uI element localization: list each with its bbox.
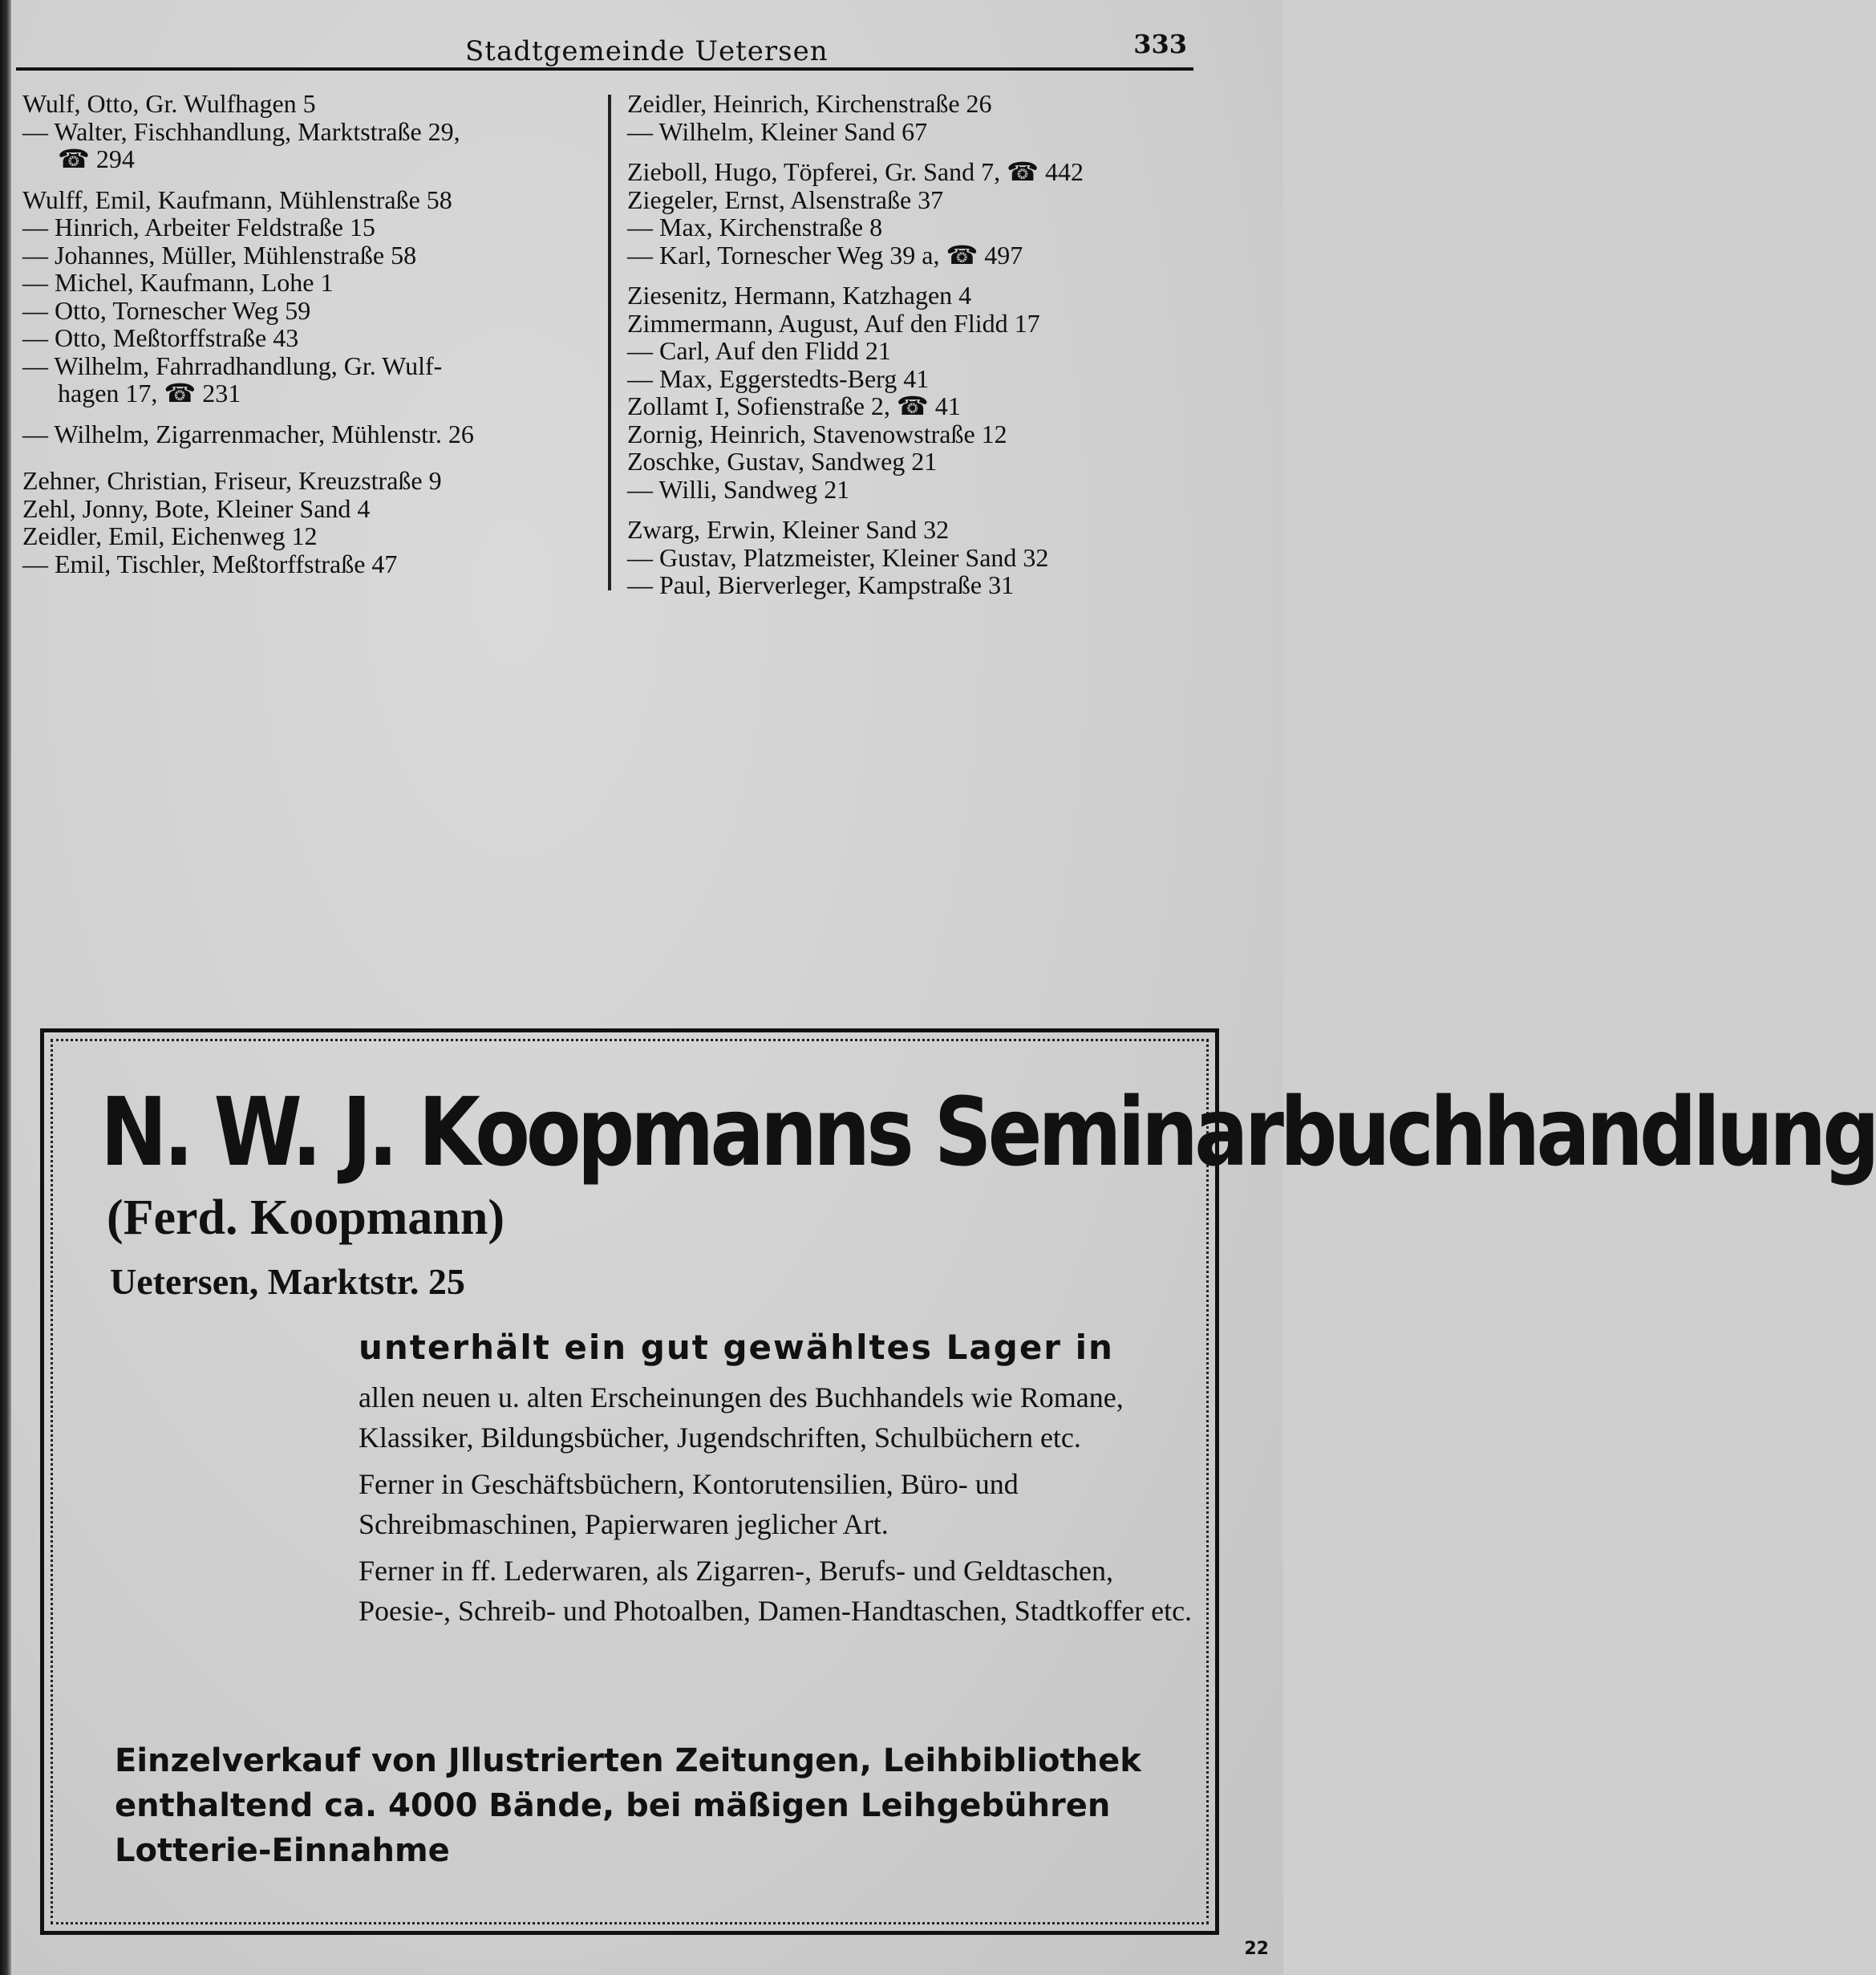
page-title: Stadtgemeinde Uetersen <box>465 35 829 67</box>
column-divider <box>608 95 611 590</box>
ad-footer-line: enthaltend ca. 4000 Bände, bei mäßigen Leihgebühren <box>115 1787 1111 1824</box>
directory-entry: Zehl, Jonny, Bote, Kleiner Sand 4 <box>22 493 371 523</box>
directory-entry: — Max, Eggerstedts-Berg 41 <box>627 363 930 393</box>
directory-entry: — Michel, Kaufmann, Lohe 1 <box>22 268 334 297</box>
directory-entry: — Otto, Tornescher Weg 59 <box>22 295 311 325</box>
advertisement-box <box>40 1028 1876 1935</box>
page-number: 333 <box>1133 29 1187 59</box>
ad-paragraph: allen neuen u. alten Erscheinungen des Buchhandels wie Romane, Klassiker, Bildungsbücher, Jugendschriften, Schulbüchern etc. <box>359 1381 1124 1454</box>
directory-entry: Zollamt I, Sofienstraße 2, ☎ 41 <box>627 391 961 420</box>
directory-entry: ☎ 294 <box>58 144 135 173</box>
directory-entry: — Wilhelm, Zigarrenmacher, Mühlenstr. 26 <box>22 419 474 448</box>
header-rule <box>16 67 1193 71</box>
ad-title: N. W. J. Koopmanns Seminarbuchhandlung <box>100 1077 1876 1188</box>
directory-entry: Zwarg, Erwin, Kleiner Sand 32 <box>627 515 950 544</box>
ad-footer-line: Einzelverkauf von Jllustrierten Zeitungen, Leihbibliothek <box>115 1742 1141 1779</box>
directory-entry: — Willi, Sandweg 21 <box>627 474 850 504</box>
directory-entry: — Carl, Auf den Flidd 21 <box>627 336 891 365</box>
directory-entry: Zeidler, Heinrich, Kirchenstraße 26 <box>627 89 992 118</box>
book-binding-edge <box>0 0 11 1975</box>
directory-entry: Ziegeler, Ernst, Alsenstraße 37 <box>627 185 944 214</box>
directory-entry: — Max, Kirchenstraße 8 <box>627 213 883 241</box>
directory-entry: — Emil, Tischler, Meßtorffstraße 47 <box>22 549 398 578</box>
left-column <box>22 90 600 578</box>
signature-number: 22 <box>1244 1939 1269 1959</box>
directory-entry: — Walter, Fischhandlung, Marktstraße 29, <box>22 116 460 146</box>
directory-entry: Ziesenitz, Hermann, Katzhagen 4 <box>627 281 972 310</box>
directory-entry: — Johannes, Müller, Mühlenstraße 58 <box>22 240 417 270</box>
ad-address: Uetersen, Marktstr. 25 <box>110 1261 465 1302</box>
directory-entry: Zeidler, Emil, Eichenweg 12 <box>22 521 318 550</box>
directory-entry: — Otto, Meßtorffstraße 43 <box>22 323 299 352</box>
directory-entry: — Wilhelm, Fahrradhandlung, Gr. Wulf- <box>22 351 443 380</box>
directory-entry: Zehner, Christian, Friseur, Kreuzstraße 9 <box>22 466 442 495</box>
directory-entry: — Wilhelm, Kleiner Sand 67 <box>627 116 928 146</box>
directory-entry: Wulff, Emil, Kaufmann, Mühlenstraße 58 <box>22 185 452 214</box>
directory-entry: Wulf, Otto, Gr. Wulfhagen 5 <box>22 89 316 118</box>
ad-footer-line: Lotterie-Einnahme <box>115 1832 450 1869</box>
ad-lead: unterhält ein gut gewähltes Lager in <box>359 1328 1114 1367</box>
page-header <box>16 24 1187 69</box>
ad-subtitle: (Ferd. Koopmann) <box>107 1190 504 1245</box>
directory-entry: — Gustav, Platzmeister, Kleiner Sand 32 <box>627 542 1049 572</box>
directory-entry: Zornig, Heinrich, Stavenowstraße 12 <box>627 419 1007 448</box>
right-column <box>627 90 1205 599</box>
ad-paragraph: Ferner in Geschäftsbüchern, Kontorutensilien, Büro- und Schreibmaschinen, Papierwaren jeglicher Art. <box>359 1468 1019 1540</box>
ad-paragraph: Ferner in ff. Lederwaren, als Zigarren-, Berufs- und Geldtaschen, Poesie-, Schreib- und Photoalben, Damen-Handtaschen, Stadtkoffer etc. <box>359 1555 1193 1627</box>
directory-entry: — Karl, Tornescher Weg 39 a, ☎ 497 <box>627 240 1023 270</box>
directory-entry: Zimmermann, August, Auf den Flidd 17 <box>627 308 1040 338</box>
directory-entry: — Hinrich, Arbeiter Feldstraße 15 <box>22 213 375 241</box>
ad-body <box>359 1377 1193 1637</box>
directory-entry: Zoschke, Gustav, Sandweg 21 <box>627 447 938 476</box>
directory-entry: Zieboll, Hugo, Töpferei, Gr. Sand 7, ☎ 442 <box>627 157 1084 186</box>
directory-entry: — Paul, Bierverleger, Kampstraße 31 <box>627 570 1015 599</box>
directory-entry: hagen 17, ☎ 231 <box>58 379 241 408</box>
ad-footer <box>115 1738 1205 1873</box>
